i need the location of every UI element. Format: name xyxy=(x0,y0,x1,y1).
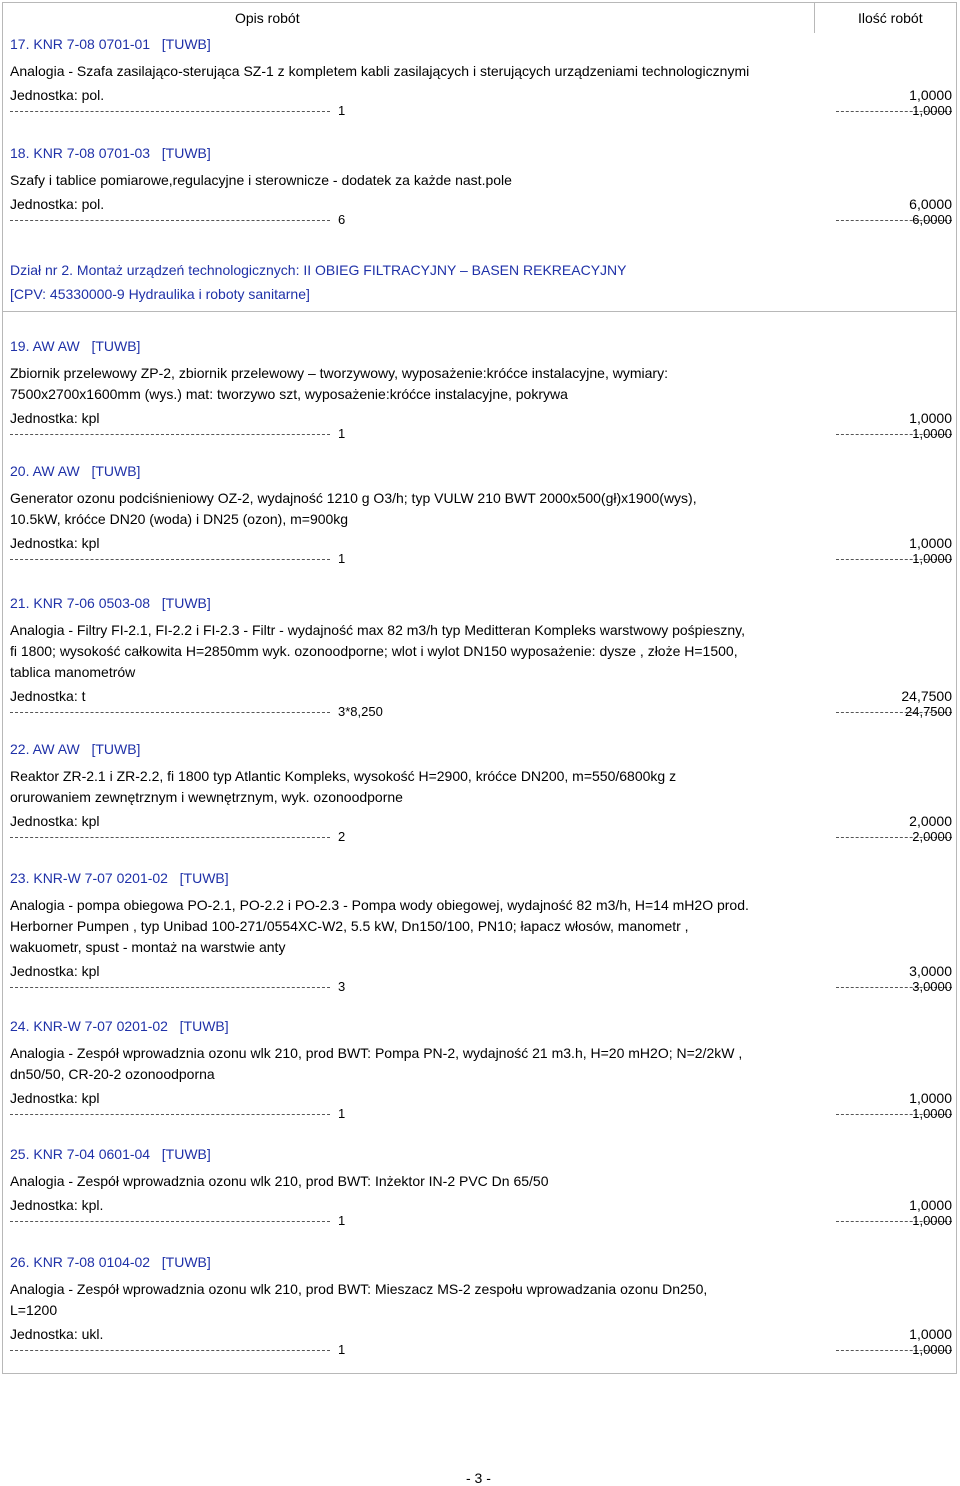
item-calc-value: 1,0000 xyxy=(912,551,952,566)
item-number: 23. xyxy=(10,870,30,886)
item-description-line: orurowaniem zewnętrznym i wewnętrznym, wyk. ozonoodporne xyxy=(10,789,403,805)
item-description-line: Analogia - Zespół wprowadznia ozonu wlk 210, prod BWT: Inżektor IN-2 PVC Dn 65/50 xyxy=(10,1173,549,1189)
item-calc-value: 1,0000 xyxy=(912,1106,952,1121)
item-unit-label: Jednostka: kpl xyxy=(10,1090,100,1106)
item-description-line: Analogia - Filtry FI-2.1, FI-2.2 i FI-2.3 - Filtr - wydajność max 82 m3/h typ Meditteran Kompleks warstwowy pośpieszny, xyxy=(10,622,745,638)
item-number: 20. xyxy=(10,463,30,479)
item-code: KNR-W 7-07 0201-02 xyxy=(33,870,168,886)
item-title xyxy=(10,741,140,757)
item-description-line: fi 1800; wysokość całkowita H=2850mm wyk. ozonoodporne; wlot i wylot DN150 wyposażenie: dysze , złoże H=1500, xyxy=(10,643,738,659)
item-calc-expression: 3 xyxy=(338,979,346,994)
item-title xyxy=(10,1254,211,1270)
item-tag: [TUWB] xyxy=(91,338,141,354)
item-code: KNR 7-08 0701-03 xyxy=(33,145,151,161)
item-unit-quantity: 6,0000 xyxy=(909,196,952,212)
item-separator-left xyxy=(10,220,330,221)
item-description-line: Analogia - Szafa zasilająco-sterująca SZ-1 z kompletem kabli zasilających i sterujących urządzeniami technologicznymi xyxy=(10,63,750,79)
item-number: 17. xyxy=(10,36,30,52)
item-description-line: Generator ozonu podciśnieniowy OZ-2, wydajność 1210 g O3/h; typ VULW 210 BWT 2000x500(gł)x1900(wys), xyxy=(10,490,697,506)
item-tag: [TUWB] xyxy=(161,1254,211,1270)
item-calc-expression: 1 xyxy=(338,1106,346,1121)
item-separator-left xyxy=(10,559,330,560)
item-number: 24. xyxy=(10,1018,30,1034)
item-title xyxy=(10,36,211,52)
section-title: Dział nr 2. Montaż urządzeń technologicznych: II OBIEG FILTRACYJNY – BASEN REKREACYJNY xyxy=(10,262,627,278)
item-separator-left xyxy=(10,434,330,435)
item-calc-expression: 1 xyxy=(338,426,346,441)
item-title xyxy=(10,1146,211,1162)
item-unit-quantity: 1,0000 xyxy=(909,87,952,103)
item-tag: [TUWB] xyxy=(161,145,211,161)
header-opis: Opis robót xyxy=(235,10,300,26)
item-calc-value: 1,0000 xyxy=(912,1213,952,1228)
item-unit-label: Jednostka: kpl xyxy=(10,813,100,829)
item-description-line: Reaktor ZR-2.1 i ZR-2.2, fi 1800 typ Atlantic Kompleks, wysokość H=2900, króćce DN200, m=550/6800kg z xyxy=(10,768,677,784)
item-separator-left xyxy=(10,837,330,838)
item-calc-expression: 1 xyxy=(338,1342,346,1357)
item-description-line: wakuometr, spust - montaż na warstwie anty xyxy=(10,939,286,955)
item-description-line: Zbiornik przelewowy ZP-2, zbiornik przelewowy – tworzywowy, wyposażenie:króćce instalacyjne, wymiary: xyxy=(10,365,668,381)
item-unit-label: Jednostka: pol. xyxy=(10,196,105,212)
item-calc-value: 3,0000 xyxy=(912,979,952,994)
item-tag: [TUWB] xyxy=(179,870,229,886)
item-code: KNR 7-04 0601-04 xyxy=(33,1146,151,1162)
item-calc-expression: 1 xyxy=(338,103,346,118)
item-unit-quantity: 1,0000 xyxy=(909,410,952,426)
item-unit-quantity: 1,0000 xyxy=(909,1090,952,1106)
item-unit-quantity: 1,0000 xyxy=(909,1197,952,1213)
item-separator-left xyxy=(10,111,330,112)
item-title xyxy=(10,595,211,611)
item-unit-label: Jednostka: pol. xyxy=(10,87,105,103)
item-unit-label: Jednostka: kpl. xyxy=(10,1197,104,1213)
item-tag: [TUWB] xyxy=(91,463,141,479)
item-calc-value: 1,0000 xyxy=(912,426,952,441)
item-calc-value: 1,0000 xyxy=(912,103,952,118)
header-ilosc: Ilość robót xyxy=(858,10,923,26)
item-separator-left xyxy=(10,1350,330,1351)
item-unit-quantity: 1,0000 xyxy=(909,1326,952,1342)
item-number: 18. xyxy=(10,145,30,161)
item-unit-label: Jednostka: kpl xyxy=(10,410,100,426)
item-tag: [TUWB] xyxy=(91,741,141,757)
item-unit-quantity: 2,0000 xyxy=(909,813,952,829)
section-divider xyxy=(2,311,957,312)
item-calc-expression: 6 xyxy=(338,212,346,227)
table-frame xyxy=(2,2,957,1374)
item-code: AW AW xyxy=(32,463,80,479)
item-description-line: Analogia - Zespół wprowadznia ozonu wlk 210, prod BWT: Pompa PN-2, wydajność 21 m3.h, H=20 mH2O; N=2/2kW , xyxy=(10,1045,743,1061)
section-cpv: [CPV: 45330000-9 Hydraulika i roboty sanitarne] xyxy=(10,286,310,302)
item-description-line: Szafy i tablice pomiarowe,regulacyjne i sterownicze - dodatek za każde nast.pole xyxy=(10,172,512,188)
item-code: KNR 7-06 0503-08 xyxy=(33,595,151,611)
item-description-line: 10.5kW, króćce DN20 (woda) i DN25 (ozon), m=900kg xyxy=(10,511,349,527)
item-calc-value: 2,0000 xyxy=(912,829,952,844)
item-unit-label: Jednostka: kpl xyxy=(10,963,100,979)
item-calc-value: 1,0000 xyxy=(912,1342,952,1357)
item-tag: [TUWB] xyxy=(161,595,211,611)
item-unit-quantity: 24,7500 xyxy=(901,688,952,704)
item-calc-expression: 2 xyxy=(338,829,346,844)
item-unit-label: Jednostka: kpl xyxy=(10,535,100,551)
item-number: 25. xyxy=(10,1146,30,1162)
item-code: AW AW xyxy=(32,741,80,757)
item-description-line: 7500x2700x1600mm (wys.) mat: tworzywo szt, wyposażenie:króćce instalacyjne, pokrywa xyxy=(10,386,568,402)
item-calc-expression: 3*8,250 xyxy=(338,704,383,719)
item-number: 22. xyxy=(10,741,30,757)
item-description-line: tablica manometrów xyxy=(10,664,136,680)
item-description-line: Analogia - Zespół wprowadznia ozonu wlk 210, prod BWT: Mieszacz MS-2 zespołu wprowadzania ozonu Dn250, xyxy=(10,1281,708,1297)
item-description-line: L=1200 xyxy=(10,1302,58,1318)
item-title xyxy=(10,1018,229,1034)
item-separator-left xyxy=(10,987,330,988)
page-number: - 3 - xyxy=(466,1470,491,1486)
item-description-line: Analogia - pompa obiegowa PO-2.1, PO-2.2 i PO-2.3 - Pompa wody obiegowej, wydajność 82 m3/h, H=14 mH2O prod. xyxy=(10,897,749,913)
item-title xyxy=(10,145,211,161)
item-calc-expression: 1 xyxy=(338,551,346,566)
item-code: KNR 7-08 0701-01 xyxy=(33,36,151,52)
item-calc-value: 6,0000 xyxy=(912,212,952,227)
item-calc-expression: 1 xyxy=(338,1213,346,1228)
item-separator-left xyxy=(10,1221,330,1222)
item-unit-label: Jednostka: t xyxy=(10,688,86,704)
item-code: KNR-W 7-07 0201-02 xyxy=(33,1018,168,1034)
item-code: AW AW xyxy=(32,338,80,354)
item-code: KNR 7-08 0104-02 xyxy=(33,1254,151,1270)
item-number: 19. xyxy=(10,338,30,354)
item-title xyxy=(10,870,229,886)
item-description-line: dn50/50, CR-20-2 ozonoodporna xyxy=(10,1066,215,1082)
header-divider xyxy=(814,3,815,33)
item-unit-quantity: 1,0000 xyxy=(909,535,952,551)
item-separator-left xyxy=(10,712,330,713)
item-unit-quantity: 3,0000 xyxy=(909,963,952,979)
item-number: 26. xyxy=(10,1254,30,1270)
item-number: 21. xyxy=(10,595,30,611)
item-tag: [TUWB] xyxy=(161,36,211,52)
item-tag: [TUWB] xyxy=(161,1146,211,1162)
item-unit-label: Jednostka: ukl. xyxy=(10,1326,104,1342)
item-tag: [TUWB] xyxy=(179,1018,229,1034)
item-description-line: Herborner Pumpen , typ Unibad 100-271/0554XC-W2, 5.5 kW, Dn150/100, PN10; łapacz włosów, manometr , xyxy=(10,918,689,934)
item-title xyxy=(10,463,140,479)
item-separator-left xyxy=(10,1114,330,1115)
item-calc-value: 24,7500 xyxy=(905,704,952,719)
item-title xyxy=(10,338,140,354)
